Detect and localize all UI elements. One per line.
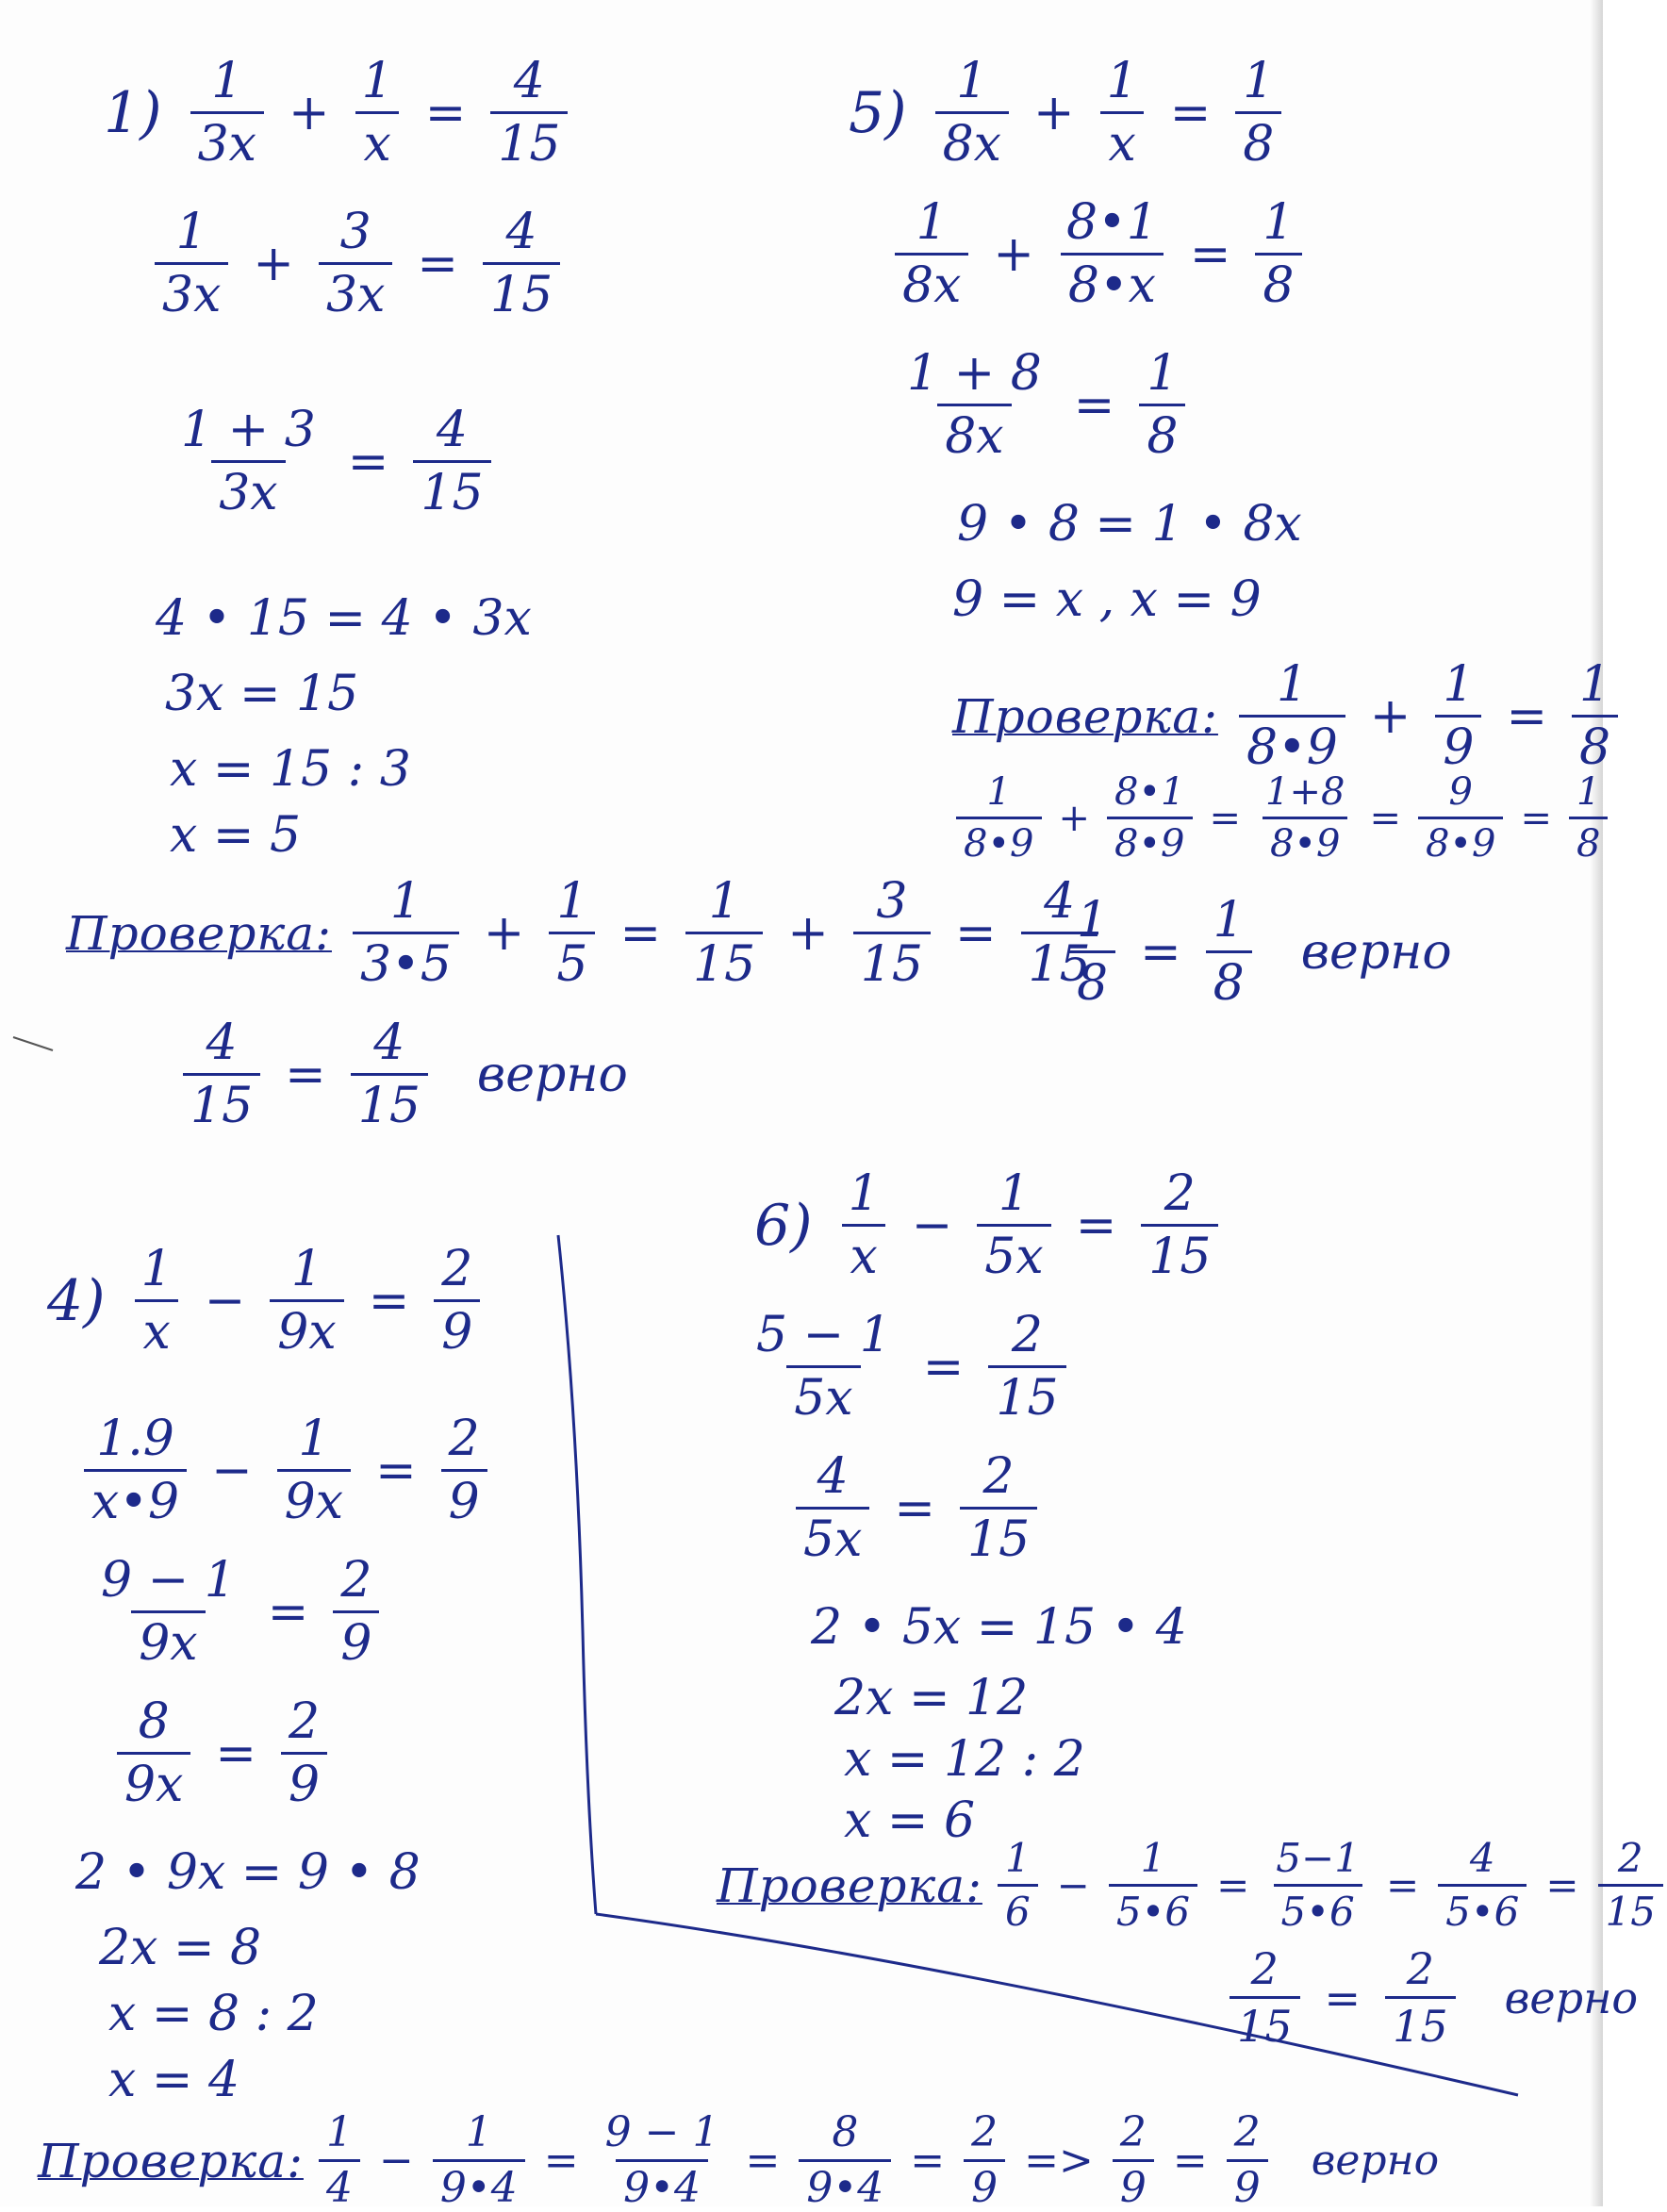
problem-4-step-4: 2 • 9x = 9 • 8	[75, 1844, 421, 1901]
fraction	[952, 770, 1046, 866]
denominator: 8•x	[1061, 253, 1164, 310]
fraction	[329, 1552, 383, 1672]
numerator: 1	[848, 1165, 880, 1222]
denominator: 8	[1235, 111, 1281, 169]
operator: +	[253, 235, 294, 292]
fraction	[113, 1693, 194, 1813]
fraction	[1254, 770, 1356, 866]
fraction	[1055, 194, 1169, 314]
problem-4-step-5: 2x = 8	[99, 1920, 262, 1976]
denominator: 9	[333, 1610, 379, 1668]
numerator: 9	[1448, 770, 1473, 814]
problem-4-step-1	[80, 1411, 491, 1530]
problem-1-check	[66, 873, 1102, 993]
fraction	[1065, 892, 1119, 1012]
problem-6-step-5: x = 12 : 2	[844, 1731, 1085, 1788]
numerator: 1	[361, 53, 393, 109]
fraction	[795, 2108, 895, 2212]
numerator: 1 + 3	[181, 402, 316, 458]
fraction	[479, 204, 564, 323]
fraction	[956, 1448, 1041, 1568]
numerator: 9 − 1	[604, 2108, 719, 2156]
operator: =	[1073, 376, 1115, 434]
operator: +	[1033, 84, 1075, 141]
operator: =	[1075, 1197, 1117, 1254]
numerator: 8	[832, 2108, 859, 2156]
fraction	[315, 204, 396, 323]
problem-4-step-7: x = 4	[108, 2052, 240, 2108]
fraction	[984, 1307, 1069, 1427]
denominator: x	[355, 111, 398, 169]
denominator: 6	[998, 1884, 1038, 1932]
fraction	[1105, 1835, 1201, 1935]
problem-5-step-2	[896, 345, 1189, 465]
operator: =	[215, 1725, 256, 1782]
fraction	[1109, 2108, 1158, 2212]
numerator: 2	[971, 2108, 999, 2156]
denominator: x	[135, 1299, 177, 1357]
operator: =	[619, 904, 662, 962]
problem-6-check	[717, 1835, 1667, 1935]
numerator: 1	[708, 873, 740, 930]
verdict: верно	[1300, 923, 1452, 981]
denominator: 3x	[319, 262, 392, 320]
fraction	[682, 873, 767, 993]
fraction	[487, 53, 571, 173]
fraction	[960, 2108, 1009, 2212]
numerator: 2	[1233, 2108, 1261, 2156]
denominator: 5•6	[1438, 1884, 1527, 1932]
problem-1-step-4: 3x = 15	[165, 666, 359, 722]
denominator: 8x	[895, 253, 968, 310]
denominator: 8	[1255, 253, 1301, 310]
denominator: 5	[549, 932, 595, 989]
verdict: верно	[1311, 2136, 1440, 2185]
numerator: 5−1	[1276, 1835, 1360, 1881]
problem-number: 4)	[47, 1267, 106, 1334]
fraction	[594, 2108, 731, 2212]
numerator: 4	[436, 402, 468, 458]
numerator: 2	[1011, 1307, 1043, 1363]
fraction	[896, 345, 1053, 465]
numerator: 1	[465, 2108, 492, 2156]
fraction	[1594, 1835, 1667, 1935]
operator: +	[289, 84, 330, 141]
fraction	[1103, 770, 1197, 866]
numerator: 1	[389, 873, 421, 930]
problem-number: 5)	[849, 79, 907, 146]
numerator: 1	[956, 53, 988, 109]
vertical-separator	[558, 1235, 596, 1914]
operator: =	[1140, 923, 1181, 981]
problem-6-step-2	[792, 1448, 1041, 1568]
denominator: 15	[483, 262, 560, 320]
numerator: 1	[1263, 194, 1295, 251]
operator: +	[1369, 687, 1411, 745]
denominator: 9x	[131, 1610, 205, 1668]
fraction	[273, 1411, 355, 1530]
operator: +	[993, 225, 1034, 283]
denominator: 5•6	[1274, 1884, 1362, 1932]
operator: =	[1216, 1861, 1250, 1908]
fraction	[130, 1241, 184, 1361]
numerator: 1	[140, 1241, 173, 1297]
operator: =	[347, 433, 389, 490]
numerator: 4	[373, 1015, 405, 1071]
numerator: 8	[138, 1693, 170, 1750]
fraction	[1226, 1943, 1304, 2052]
denominator: 8	[1139, 404, 1185, 461]
numerator: 4	[505, 204, 537, 260]
fraction	[277, 1693, 331, 1813]
fraction	[1565, 770, 1611, 866]
operator: −	[204, 1272, 246, 1329]
problem-6-equation	[754, 1165, 1222, 1285]
problem-1-result	[179, 1015, 628, 1134]
operator: =	[1385, 1861, 1420, 1908]
fraction	[792, 1448, 873, 1568]
numerator: 4	[817, 1448, 849, 1505]
denominator: 9x	[270, 1299, 343, 1357]
denominator: 5x	[977, 1224, 1050, 1281]
fraction	[850, 873, 934, 993]
denominator: x•9	[84, 1469, 187, 1527]
numerator: 2	[448, 1411, 480, 1467]
problem-1-equation	[104, 53, 571, 173]
denominator: 15	[853, 932, 931, 989]
numerator: 2	[1119, 2108, 1147, 2156]
operator: =	[1520, 796, 1552, 840]
operator: =	[1209, 796, 1242, 840]
fraction	[90, 1552, 247, 1672]
denominator: 15	[413, 460, 490, 518]
numerator: 1	[986, 770, 1011, 814]
denominator: 9	[1227, 2159, 1268, 2209]
fraction	[1202, 892, 1256, 1012]
numerator: 8•1	[1114, 770, 1185, 814]
problem-1-step-3: 4 • 15 = 4 • 3x	[156, 590, 532, 647]
denominator: 15	[960, 1507, 1037, 1564]
denominator: 15	[490, 111, 568, 169]
numerator: 1	[211, 53, 243, 109]
numerator: 1+8	[1265, 770, 1345, 814]
problem-4-step-3	[113, 1693, 331, 1813]
check-label: Проверка:	[717, 1857, 982, 1913]
numerator: 2	[1406, 1943, 1434, 1994]
margin-mark	[13, 1037, 53, 1050]
problem-5-check	[952, 656, 1622, 776]
operator: −	[911, 1197, 953, 1254]
problem-6-result	[1226, 1943, 1639, 2052]
numerator: 1	[290, 1241, 323, 1297]
denominator: 8	[1069, 950, 1115, 1008]
denominator: 9	[441, 1469, 487, 1527]
problem-4-equation	[47, 1241, 484, 1361]
denominator: x	[842, 1224, 884, 1281]
denominator: 8x	[937, 404, 1011, 461]
fraction	[1251, 194, 1305, 314]
operator: +	[787, 904, 829, 962]
fraction	[1223, 2108, 1272, 2212]
operator: −	[211, 1442, 253, 1499]
numerator: 1	[1106, 53, 1138, 109]
numerator: 9 − 1	[101, 1552, 236, 1609]
numerator: 2	[340, 1552, 372, 1609]
operator: =	[285, 1046, 326, 1103]
numerator: 1	[1213, 892, 1245, 949]
implies-arrow: =>	[1024, 2136, 1094, 2185]
denominator: 8	[1206, 950, 1252, 1008]
problem-4-step-6: x = 8 : 2	[108, 1986, 319, 2042]
fraction	[187, 53, 268, 173]
problem-6-step-1	[745, 1307, 1070, 1427]
numerator: 4	[1044, 873, 1076, 930]
denominator: 3x	[155, 262, 228, 320]
problem-number: 1)	[104, 79, 162, 146]
fraction	[266, 1241, 347, 1361]
problem-4-step-2	[90, 1552, 383, 1672]
verdict: верно	[476, 1046, 628, 1103]
numerator: 3	[339, 204, 371, 260]
problem-number: 6)	[754, 1192, 813, 1259]
denominator: 8	[1569, 817, 1608, 863]
numerator: 1	[916, 194, 948, 251]
numerator: 2	[982, 1448, 1015, 1505]
fraction	[409, 402, 494, 521]
check-label: Проверка:	[66, 905, 332, 961]
operator: =	[1324, 1972, 1362, 2023]
denominator: 15	[183, 1073, 260, 1131]
operator: =	[1169, 84, 1212, 141]
denominator: 9x	[117, 1752, 190, 1809]
fraction	[1231, 53, 1285, 173]
problem-5-step-4: 9 = x , x = 9	[952, 571, 1262, 628]
numerator: 1	[1147, 345, 1179, 402]
denominator: 9x	[277, 1469, 351, 1527]
operator: =	[954, 904, 997, 962]
fraction	[347, 1015, 432, 1134]
denominator: 3x	[211, 460, 285, 518]
denominator: 5x	[796, 1507, 869, 1564]
denominator: 4	[319, 2159, 360, 2209]
problem-5-step-1	[891, 194, 1306, 314]
operator: =	[1506, 687, 1548, 745]
operator: =	[368, 1272, 410, 1329]
numerator: 1	[1276, 656, 1308, 713]
problem-5-equation	[849, 53, 1285, 173]
operator: =	[745, 2136, 781, 2185]
numerator: 1	[1140, 1835, 1166, 1881]
fraction	[1414, 770, 1508, 866]
denominator: 9	[1435, 715, 1481, 772]
operator: =	[922, 1338, 965, 1395]
operator: =	[894, 1479, 935, 1537]
denominator: 8•9	[1263, 817, 1348, 863]
fraction	[1431, 656, 1485, 776]
numerator: 2	[441, 1241, 473, 1297]
numerator: 1	[298, 1411, 330, 1467]
fraction	[437, 1411, 491, 1530]
operator: −	[1056, 1861, 1090, 1908]
numerator: 1	[1576, 770, 1601, 814]
fraction	[429, 2108, 529, 2212]
denominator: 15	[1230, 1996, 1300, 2048]
check-label: Проверка:	[952, 688, 1218, 744]
numerator: 4	[206, 1015, 238, 1071]
denominator: 8•9	[956, 817, 1042, 863]
denominator: 8	[1572, 715, 1618, 772]
numerator: 1	[1579, 656, 1611, 713]
fraction	[994, 1835, 1042, 1935]
denominator: 3x	[190, 111, 264, 169]
fraction	[170, 402, 327, 521]
fraction	[932, 53, 1013, 173]
fraction	[179, 1015, 264, 1134]
fraction	[837, 1165, 891, 1285]
denominator: 8•9	[1239, 715, 1345, 772]
operator: =	[1189, 225, 1231, 283]
denominator: 15	[1598, 1884, 1663, 1932]
numerator: 1.9	[96, 1411, 174, 1467]
numerator: 1	[1243, 53, 1275, 109]
numerator: 1	[1077, 892, 1109, 949]
numerator: 3	[876, 873, 908, 930]
problem-4-check	[38, 2108, 1440, 2212]
denominator: 9	[1113, 2159, 1154, 2209]
operator: =	[375, 1442, 417, 1499]
fraction	[745, 1307, 902, 1427]
numerator: 4	[513, 53, 545, 109]
numerator: 2	[1164, 1165, 1196, 1222]
fraction	[80, 1411, 190, 1530]
numerator: 1	[175, 204, 207, 260]
denominator: 9	[964, 2159, 1005, 2209]
denominator: 15	[1141, 1224, 1218, 1281]
fraction	[1568, 656, 1622, 776]
problem-5-check-expansion	[952, 770, 1611, 866]
fraction	[1235, 656, 1349, 776]
fraction	[891, 194, 972, 314]
denominator: 15	[351, 1073, 428, 1131]
operator: =	[1172, 2136, 1208, 2185]
fraction	[351, 53, 404, 173]
numerator: 2	[1617, 1835, 1643, 1881]
numerator: 1	[556, 873, 588, 930]
numerator: 1	[998, 1165, 1031, 1222]
fraction	[1381, 1943, 1460, 2052]
fraction	[1135, 345, 1189, 465]
problem-6-step-6: x = 6	[844, 1792, 976, 1849]
fraction	[1096, 53, 1149, 173]
denominator: 15	[988, 1365, 1065, 1423]
problem-1-step-2	[170, 402, 495, 521]
verdict: верно	[1504, 1972, 1639, 2023]
problem-1-step-5: x = 15 : 3	[170, 741, 411, 798]
operator: =	[1545, 1861, 1579, 1908]
denominator: 9•4	[616, 2159, 708, 2209]
operator: =	[417, 235, 458, 292]
fraction	[430, 1241, 484, 1361]
denominator: 3•5	[353, 932, 459, 989]
check-label: Проверка:	[38, 2133, 304, 2188]
denominator: 15	[1021, 932, 1098, 989]
fraction	[973, 1165, 1054, 1285]
fraction	[1434, 1835, 1530, 1935]
denominator: 8•9	[1107, 817, 1193, 863]
problem-5-step-3: 9 • 8 = 1 • 8x	[957, 496, 1302, 553]
numerator: 1	[1443, 656, 1475, 713]
fraction	[315, 2108, 364, 2212]
numerator: 2	[1250, 1943, 1279, 1994]
fraction	[349, 873, 463, 993]
problem-1-step-6: x = 5	[170, 807, 302, 864]
problem-6-step-4: 2x = 12	[834, 1670, 1029, 1726]
denominator: 15	[1385, 1996, 1456, 2048]
denominator: 9	[281, 1752, 327, 1809]
operator: =	[1369, 796, 1401, 840]
problem-5-result	[1065, 892, 1452, 1012]
denominator: 15	[685, 932, 763, 989]
fraction	[545, 873, 599, 993]
denominator: 5x	[786, 1365, 860, 1423]
operator: =	[543, 2136, 579, 2185]
numerator: 5 − 1	[756, 1307, 891, 1363]
denominator: 9•4	[799, 2159, 891, 2209]
denominator: 5•6	[1109, 1884, 1197, 1932]
fraction	[151, 204, 232, 323]
numerator: 8•1	[1066, 194, 1158, 251]
numerator: 1	[325, 2108, 353, 2156]
denominator: 9	[434, 1299, 480, 1357]
denominator: 9•4	[433, 2159, 525, 2209]
operator: =	[910, 2136, 946, 2185]
operator: +	[1058, 796, 1091, 840]
operator: =	[424, 84, 467, 141]
numerator: 1	[1004, 1835, 1031, 1881]
fraction	[1137, 1165, 1222, 1285]
operator: +	[483, 904, 525, 962]
problem-1-step-1	[151, 204, 564, 323]
operator: −	[378, 2136, 414, 2185]
numerator: 2	[289, 1693, 321, 1750]
numerator: 4	[1469, 1835, 1495, 1881]
operator: =	[267, 1583, 309, 1641]
denominator: x	[1100, 111, 1143, 169]
denominator: 8x	[935, 111, 1009, 169]
numerator: 1 + 8	[907, 345, 1042, 402]
problem-6-step-3: 2 • 5x = 15 • 4	[811, 1599, 1187, 1656]
fraction	[1264, 1835, 1371, 1935]
denominator: 8•9	[1418, 817, 1504, 863]
